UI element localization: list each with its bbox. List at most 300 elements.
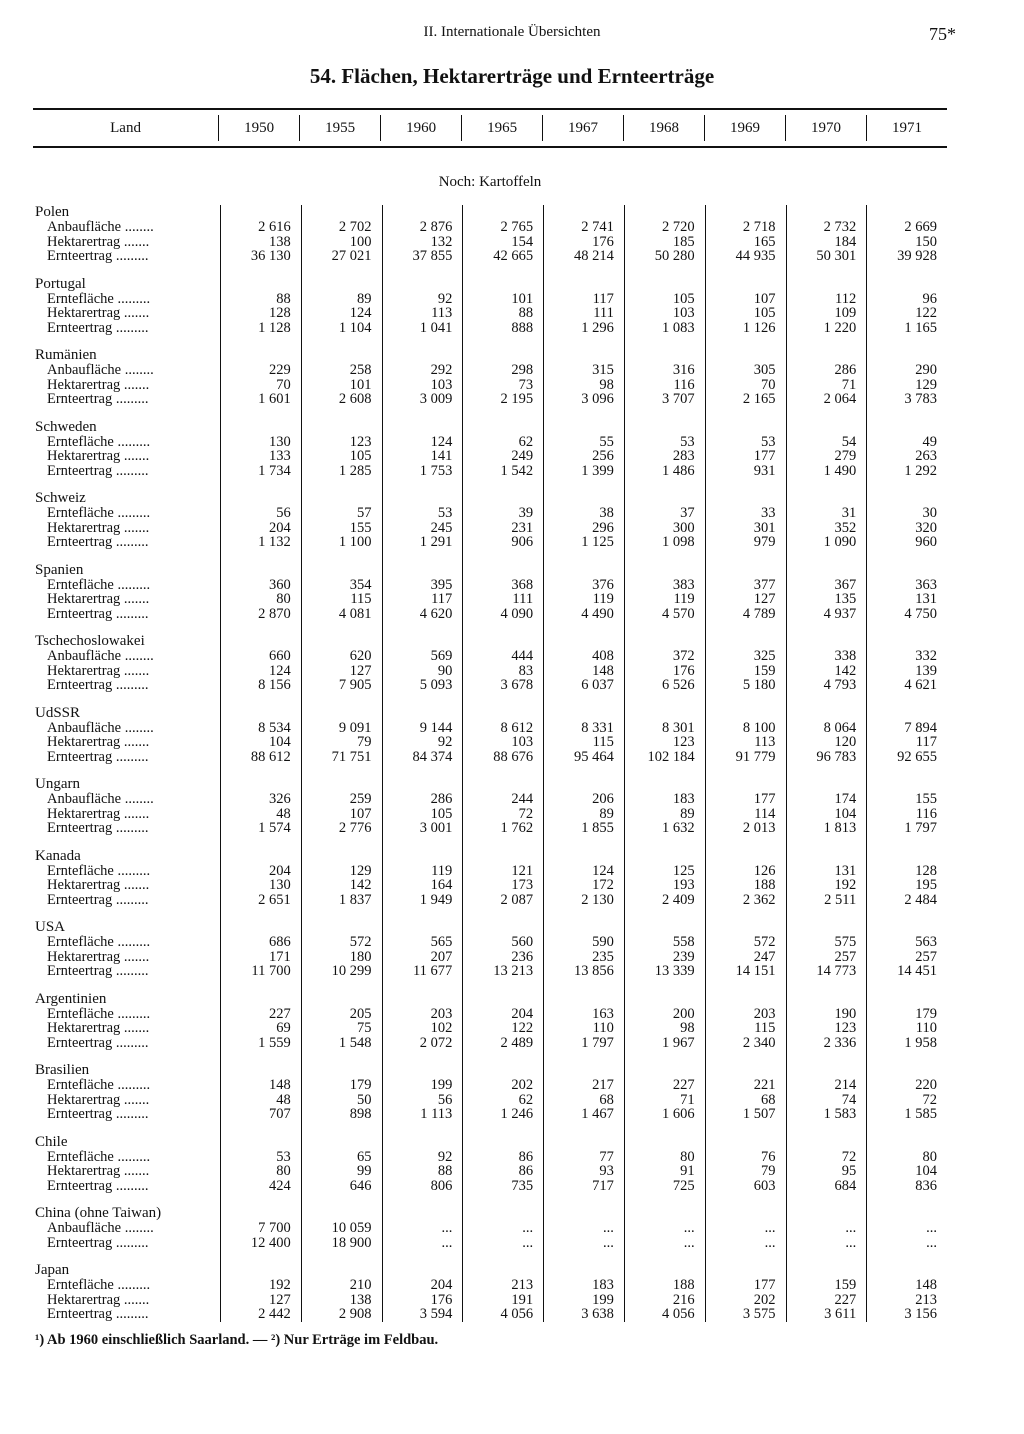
table-cell: 1 128: [258, 319, 291, 336]
table-cell: 132: [430, 233, 453, 250]
table-cell: 139: [915, 662, 937, 679]
table-cell: 107: [349, 805, 372, 822]
table-cell: 572: [349, 934, 372, 950]
table-cell: ...: [845, 1234, 857, 1251]
table-cell: 305: [753, 362, 776, 378]
table-cell: 177: [753, 448, 776, 464]
table-cell: 1 104: [338, 319, 372, 336]
table-cell: 725: [672, 1177, 695, 1194]
column-divider: [705, 205, 706, 1322]
table-cell: 1 574: [258, 820, 291, 836]
table-row: [33, 535, 947, 550]
table-cell: 37: [680, 505, 695, 521]
country-group: [33, 1206, 947, 1250]
table-cell: 4 056: [662, 1306, 695, 1322]
table-row: [33, 592, 947, 607]
table-cell: 563: [915, 934, 937, 950]
table-cell: 367: [834, 576, 857, 593]
table-row: [33, 306, 947, 321]
table-cell: 71 751: [331, 748, 372, 765]
table-row: [33, 1307, 947, 1322]
table-cell: 70: [276, 376, 291, 393]
table-cell: 44 935: [735, 248, 776, 264]
table-cell: 3 156: [904, 1306, 937, 1322]
table-cell: 77: [599, 1148, 614, 1165]
table-cell: 88 612: [250, 748, 291, 765]
table-cell: 11 677: [412, 963, 453, 979]
table-cell: ...: [683, 1234, 695, 1251]
row-label: Ernteertrag .........: [47, 1306, 149, 1322]
table-cell: 79: [760, 1163, 776, 1179]
table-cell: 4 789: [742, 605, 776, 622]
table-cell: 56: [276, 505, 291, 521]
table-cell: 131: [834, 862, 857, 879]
table-cell: 13 856: [574, 963, 614, 979]
table-cell: 92: [437, 1148, 453, 1165]
row-label: Hektarertrag .......: [47, 305, 150, 321]
table-cell: 207: [430, 948, 453, 965]
table-cell: 123: [349, 433, 372, 450]
column-header-year: 1967: [542, 115, 623, 141]
table-cell: 57: [357, 505, 372, 521]
column-divider: [220, 205, 221, 1322]
table-row: [33, 864, 947, 879]
table-cell: 565: [430, 934, 453, 950]
table-cell: 88: [437, 1163, 453, 1179]
table-cell: 360: [269, 576, 291, 593]
table-cell: 83: [518, 662, 534, 679]
table-cell: 126: [753, 862, 776, 879]
table-cell: 1 632: [662, 820, 695, 836]
table-cell: 88 676: [493, 748, 534, 765]
table-cell: 18 900: [331, 1234, 372, 1251]
table-cell: 1 486: [662, 462, 695, 479]
row-label: Erntefläche .........: [47, 576, 151, 593]
table-cell: 127: [349, 662, 372, 679]
table-cell: 2 732: [823, 219, 857, 235]
table-cell: 123: [672, 734, 695, 750]
column-header-year: 1965: [461, 115, 542, 141]
table-row: [33, 1278, 947, 1293]
table-cell: 131: [915, 591, 937, 607]
table-cell: 53: [437, 505, 453, 521]
table-cell: 569: [430, 648, 453, 664]
table-cell: 103: [672, 305, 695, 321]
table-cell: 227: [834, 1291, 857, 1308]
table-cell: 124: [349, 305, 372, 321]
row-label: Hektarertrag .......: [47, 948, 150, 965]
table-cell: 7 700: [258, 1220, 291, 1236]
table-row: [33, 220, 947, 235]
table-cell: 4 750: [904, 605, 937, 622]
table-cell: 7 894: [904, 719, 937, 736]
table-cell: 231: [511, 519, 534, 536]
table-cell: 4 090: [500, 605, 534, 622]
table-row: [33, 1293, 947, 1308]
table-cell: 2 616: [258, 219, 291, 235]
table-cell: 646: [349, 1177, 372, 1194]
table-row: [33, 235, 947, 250]
table-body: [33, 205, 947, 1322]
row-label: Anbaufläche ........: [47, 1220, 154, 1236]
row-label: Erntefläche .........: [47, 505, 151, 521]
table-cell: 80: [680, 1148, 695, 1165]
table-cell: 50 280: [654, 248, 695, 264]
country-name: Schweden: [35, 418, 97, 435]
table-cell: 2 195: [500, 391, 534, 407]
table-cell: 363: [915, 576, 937, 593]
column-header-year: 1970: [785, 115, 866, 141]
table-cell: 148: [915, 1277, 937, 1293]
table-cell: 120: [834, 734, 857, 750]
table-row: [33, 464, 947, 479]
table-cell: 1 606: [662, 1106, 695, 1122]
table-cell: 1 292: [904, 462, 937, 479]
table-cell: 177: [753, 1277, 776, 1293]
table-cell: 128: [915, 862, 937, 879]
row-label: Hektarertrag .......: [47, 1291, 150, 1308]
table-cell: 1 548: [338, 1034, 372, 1051]
table-cell: 204: [269, 519, 291, 536]
table-cell: 735: [511, 1177, 534, 1194]
table-row: [33, 878, 947, 893]
table-cell: 124: [430, 433, 453, 450]
table-cell: 424: [269, 1177, 291, 1194]
table-cell: 836: [915, 1177, 937, 1194]
country-name: Argentinien: [35, 990, 107, 1007]
table-cell: 263: [915, 448, 937, 464]
table-cell: 128: [269, 305, 291, 321]
column-header-land: Land: [110, 120, 141, 136]
country-name: Japan: [35, 1262, 70, 1278]
country-group: [33, 205, 947, 264]
table-cell: 190: [834, 1005, 857, 1022]
table-cell: 1 734: [258, 462, 291, 479]
table-cell: 70: [760, 376, 776, 393]
row-label: Erntefläche .........: [47, 1005, 151, 1022]
table-cell: 4 937: [823, 605, 857, 622]
table-cell: 298: [511, 362, 534, 378]
table-row: [33, 378, 947, 393]
table-cell: 86: [518, 1163, 534, 1179]
table-cell: 68: [599, 1091, 614, 1108]
table-cell: 93: [599, 1163, 614, 1179]
table-cell: 2 741: [581, 219, 614, 235]
table-cell: 301: [753, 519, 776, 536]
table-cell: 50: [357, 1091, 372, 1108]
column-divider: [543, 205, 544, 1322]
column-header-year: 1968: [623, 115, 704, 141]
table-cell: 325: [753, 648, 776, 664]
table-cell: 1 285: [338, 462, 372, 479]
table-cell: ...: [441, 1234, 453, 1251]
table-cell: 283: [672, 448, 695, 464]
table-row: [33, 964, 947, 979]
table-cell: 1 967: [662, 1034, 695, 1051]
table-cell: 660: [269, 648, 291, 664]
section-heading: Noch: Kartoffeln: [438, 174, 542, 190]
table-cell: 89: [680, 805, 695, 822]
table-cell: ...: [683, 1220, 695, 1236]
table-cell: 8 534: [258, 719, 291, 736]
table-cell: 159: [753, 662, 776, 679]
table-cell: 377: [753, 576, 776, 593]
column-header-year: 1969: [704, 115, 785, 141]
table-cell: 352: [834, 519, 857, 536]
row-label: Erntefläche .........: [47, 934, 151, 950]
table-cell: 86: [518, 1148, 534, 1165]
table-cell: 259: [349, 791, 372, 807]
row-label: Ernteertrag .........: [47, 1034, 149, 1051]
row-label: Ernteertrag .........: [47, 677, 149, 693]
table-cell: 1 585: [904, 1106, 937, 1122]
row-label: Ernteertrag .........: [47, 1106, 149, 1122]
row-label: Hektarertrag .......: [47, 1163, 150, 1179]
table-cell: 8 612: [500, 719, 534, 736]
table-cell: 620: [349, 648, 372, 664]
table-cell: 130: [269, 877, 291, 893]
table-cell: ...: [926, 1234, 937, 1251]
table-cell: ...: [603, 1234, 614, 1251]
table-cell: 2 870: [258, 605, 291, 622]
row-label: Ernteertrag .........: [47, 248, 149, 264]
table-cell: 65: [357, 1148, 372, 1165]
table-cell: 96 783: [816, 748, 857, 765]
table-cell: 165: [753, 233, 776, 250]
country-name: Kanada: [35, 847, 81, 864]
table-cell: 1 041: [419, 319, 453, 336]
table-cell: 13 339: [654, 963, 695, 979]
table-row: [33, 449, 947, 464]
table-cell: 220: [915, 1077, 937, 1093]
row-label: Ernteertrag .........: [47, 891, 149, 908]
table-cell: 326: [269, 791, 291, 807]
table-cell: 124: [592, 862, 614, 879]
table-row: [33, 821, 947, 836]
table-cell: 1 837: [338, 891, 372, 908]
country-group: [33, 420, 947, 479]
table-cell: 979: [753, 534, 776, 550]
row-label: Hektarertrag .......: [47, 734, 150, 750]
data-table: [33, 108, 947, 1335]
table-cell: 10 059: [331, 1220, 372, 1236]
table-cell: 1 559: [258, 1034, 291, 1051]
column-divider: [624, 205, 625, 1322]
table-cell: 1 797: [581, 1034, 614, 1051]
table-cell: 354: [349, 576, 372, 593]
table-cell: 163: [592, 1005, 614, 1022]
country-name: China (ohne Taiwan): [35, 1205, 162, 1221]
table-cell: 9 144: [419, 719, 453, 736]
table-cell: 142: [349, 877, 372, 893]
table-cell: 48: [276, 1091, 291, 1108]
table-cell: 148: [592, 662, 614, 679]
table-cell: 2 511: [824, 891, 857, 908]
table-cell: 174: [834, 791, 857, 807]
table-cell: 2 442: [258, 1306, 291, 1322]
table-row: [33, 1036, 947, 1051]
table-cell: 13 213: [493, 963, 534, 979]
table-cell: 73: [518, 376, 534, 393]
table-cell: 257: [834, 948, 857, 965]
table-cell: 300: [672, 519, 695, 536]
row-label: Erntefläche .........: [47, 290, 151, 307]
row-label: Hektarertrag .......: [47, 519, 150, 536]
header-rule: [33, 146, 947, 148]
table-cell: 183: [672, 791, 695, 807]
table-cell: 717: [592, 1177, 614, 1194]
table-cell: 72: [518, 805, 534, 822]
table-cell: 5 093: [419, 677, 453, 693]
table-cell: 1 949: [419, 891, 453, 908]
table-cell: 95: [841, 1163, 857, 1179]
table-cell: 30: [922, 505, 937, 521]
country-group: [33, 563, 947, 622]
table-cell: 14 773: [816, 963, 857, 979]
table-cell: 3 575: [742, 1306, 776, 1322]
table-cell: 72: [841, 1148, 857, 1165]
table-cell: 92: [437, 290, 453, 307]
table-cell: 217: [592, 1077, 614, 1093]
table-cell: 906: [511, 534, 534, 550]
table-cell: 14 451: [897, 963, 937, 979]
table-cell: ...: [764, 1234, 776, 1251]
table-cell: 2 669: [904, 219, 937, 235]
table-cell: 4 056: [500, 1306, 534, 1322]
country-name: Spanien: [35, 561, 84, 578]
table-cell: 1 542: [500, 462, 534, 479]
table-cell: 2 702: [338, 219, 372, 235]
table-cell: 2 718: [742, 219, 776, 235]
table-cell: 444: [511, 648, 534, 664]
table-cell: 159: [834, 1277, 857, 1293]
country-name: Portugal: [35, 275, 86, 292]
table-cell: 171: [269, 948, 291, 965]
table-cell: 372: [672, 648, 695, 664]
table-row: [33, 721, 947, 736]
table-cell: 117: [915, 734, 937, 750]
row-label: Erntefläche .........: [47, 1148, 151, 1165]
table-cell: 239: [672, 948, 695, 965]
table-cell: ...: [845, 1220, 857, 1236]
table-cell: 898: [349, 1106, 372, 1122]
table-cell: 1 125: [581, 534, 614, 550]
table-cell: 6 037: [581, 677, 614, 693]
table-cell: 31: [841, 505, 857, 521]
table-cell: 8 301: [662, 719, 695, 736]
table-cell: 3 009: [419, 391, 453, 407]
country-group: [33, 849, 947, 908]
table-cell: 2 340: [742, 1034, 776, 1051]
table-cell: 203: [753, 1005, 776, 1022]
table-row: [33, 1221, 947, 1236]
table-cell: 116: [915, 805, 937, 822]
table-cell: 8 156: [258, 677, 291, 693]
table-cell: 133: [269, 448, 291, 464]
table-cell: 1 399: [581, 462, 614, 479]
table-cell: 8 331: [581, 719, 614, 736]
table-cell: 244: [511, 791, 534, 807]
table-cell: 141: [430, 448, 453, 464]
country-group: [33, 277, 947, 336]
table-cell: 109: [834, 305, 857, 321]
column-divider: [866, 205, 867, 1322]
table-row: [33, 435, 947, 450]
table-cell: 180: [349, 948, 372, 965]
column-divider: [382, 205, 383, 1322]
country-name: Rumänien: [35, 347, 97, 363]
table-cell: 69: [276, 1020, 291, 1036]
table-cell: 129: [915, 376, 937, 393]
table-cell: 236: [511, 948, 534, 965]
row-label: Erntefläche .........: [47, 1277, 151, 1293]
table-cell: 2 013: [742, 820, 776, 836]
table-cell: 89: [599, 805, 614, 822]
table-cell: 122: [511, 1020, 534, 1036]
table-cell: 91: [680, 1163, 695, 1179]
row-label: Ernteertrag .........: [47, 462, 149, 479]
column-divider: [301, 205, 302, 1322]
row-label: Hektarertrag .......: [47, 1020, 150, 1036]
table-cell: 80: [276, 591, 291, 607]
table-row: [33, 792, 947, 807]
row-label: Ernteertrag .........: [47, 820, 149, 836]
row-label: Anbaufläche ........: [47, 648, 154, 664]
row-label: Hektarertrag .......: [47, 805, 150, 822]
row-label: Anbaufläche ........: [47, 791, 154, 807]
country-group: [33, 992, 947, 1051]
table-cell: 1 296: [581, 319, 614, 336]
table-row: [33, 607, 947, 622]
table-cell: 5 180: [742, 677, 776, 693]
table-cell: 105: [672, 290, 695, 307]
table-cell: 111: [593, 305, 614, 321]
table-cell: 1 583: [823, 1106, 857, 1122]
table-cell: 105: [753, 305, 776, 321]
table-row: [33, 735, 947, 750]
table-cell: 3 001: [419, 820, 453, 836]
table-cell: 54: [841, 433, 857, 450]
table-cell: 2 720: [662, 219, 695, 235]
table-cell: 227: [672, 1077, 695, 1093]
table-cell: 4 081: [338, 605, 372, 622]
table-cell: 2 489: [500, 1034, 534, 1051]
table-cell: 14 151: [735, 963, 776, 979]
table-cell: 49: [922, 433, 937, 450]
table-cell: 103: [430, 376, 453, 393]
column-divider: [462, 205, 463, 1322]
table-cell: 213: [915, 1291, 937, 1308]
table-cell: 368: [511, 576, 534, 593]
table-cell: 247: [753, 948, 776, 965]
table-cell: 91 779: [735, 748, 776, 765]
table-cell: 960: [915, 534, 937, 550]
table-cell: 172: [592, 877, 614, 893]
table-row: [33, 807, 947, 822]
table-cell: 103: [511, 734, 534, 750]
table-cell: 221: [753, 1077, 776, 1093]
column-header-row: [33, 110, 947, 146]
table-cell: 202: [753, 1291, 776, 1308]
table-cell: 36 130: [250, 248, 291, 264]
row-label: Hektarertrag .......: [47, 1091, 150, 1108]
table-row: [33, 1021, 947, 1036]
country-name: Brasilien: [35, 1062, 90, 1078]
table-cell: 2 765: [500, 219, 534, 235]
table-cell: 92: [437, 734, 453, 750]
table-cell: 210: [349, 1277, 372, 1293]
country-group: [33, 491, 947, 550]
